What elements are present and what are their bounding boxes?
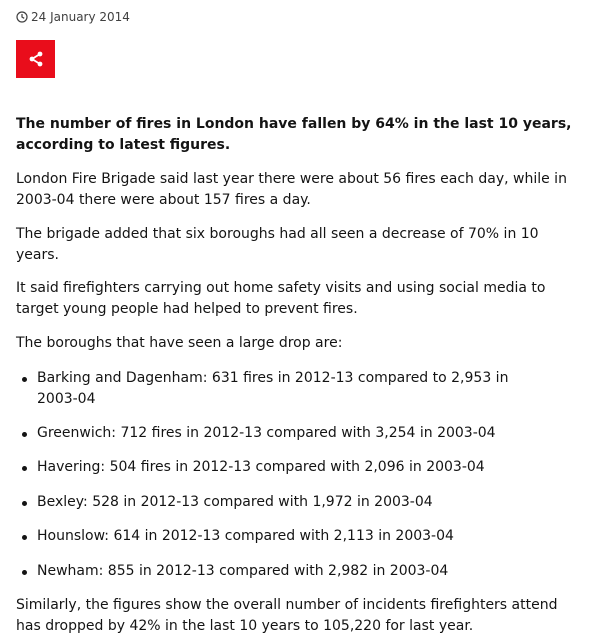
article-closing: Similarly, the figures show the overall number of incidents firefighters attend has dropped by 42% in the last 10 years to 105,220 for last year.: [16, 597, 558, 634]
list-item-text: Greenwich: 712 fires in 2012-13 compared with 3,254 in 2003-04: [37, 425, 496, 441]
list-item: [16, 526, 576, 547]
article-intro: The number of fires in London have fallen by 64% in the last 10 years, according to latest figures.: [16, 116, 572, 153]
list-item: [16, 457, 576, 478]
list-item: [16, 368, 576, 410]
article-paragraph: It said firefighters carrying out home safety visits and using social media to target young people had helped to prevent fires.: [16, 280, 546, 317]
list-item: [16, 492, 576, 513]
clock-icon: [16, 11, 28, 23]
list-item-text: Hounslow: 614 in 2012-13 compared with 2,113 in 2003-04: [37, 528, 454, 544]
bullet: [22, 432, 27, 437]
article-paragraph: London Fire Brigade said last year there were about 56 fires each day, while in 2003-04 there were about 157 fires a day.: [16, 171, 567, 208]
list-item: [16, 561, 576, 582]
list-item-text: Bexley: 528 in 2012-13 compared with 1,972 in 2003-04: [37, 494, 433, 510]
bullet: [22, 501, 27, 506]
bullet: [22, 466, 27, 471]
bullet: [22, 570, 27, 575]
bullet: [22, 535, 27, 540]
article-paragraph: The boroughs that have seen a large drop are:: [16, 335, 343, 351]
article-date: 24 January 2014: [31, 10, 130, 24]
list-item-text: Havering: 504 fires in 2012-13 compared with 2,096 in 2003-04: [37, 459, 485, 475]
list-item-text: Newham: 855 in 2012-13 compared with 2,982 in 2003-04: [37, 563, 449, 579]
share-icon: [28, 51, 44, 67]
list-item-text: Barking and Dagenham: 631 fires in 2012-13 compared to 2,953 in 2003-04: [37, 370, 509, 407]
share-button[interactable]: [16, 40, 55, 78]
article-paragraph: The brigade added that six boroughs had all seen a decrease of 70% in 10 years.: [16, 226, 539, 263]
article-timestamp: [16, 9, 130, 25]
list-item: [16, 423, 576, 444]
bullet: [22, 377, 27, 382]
